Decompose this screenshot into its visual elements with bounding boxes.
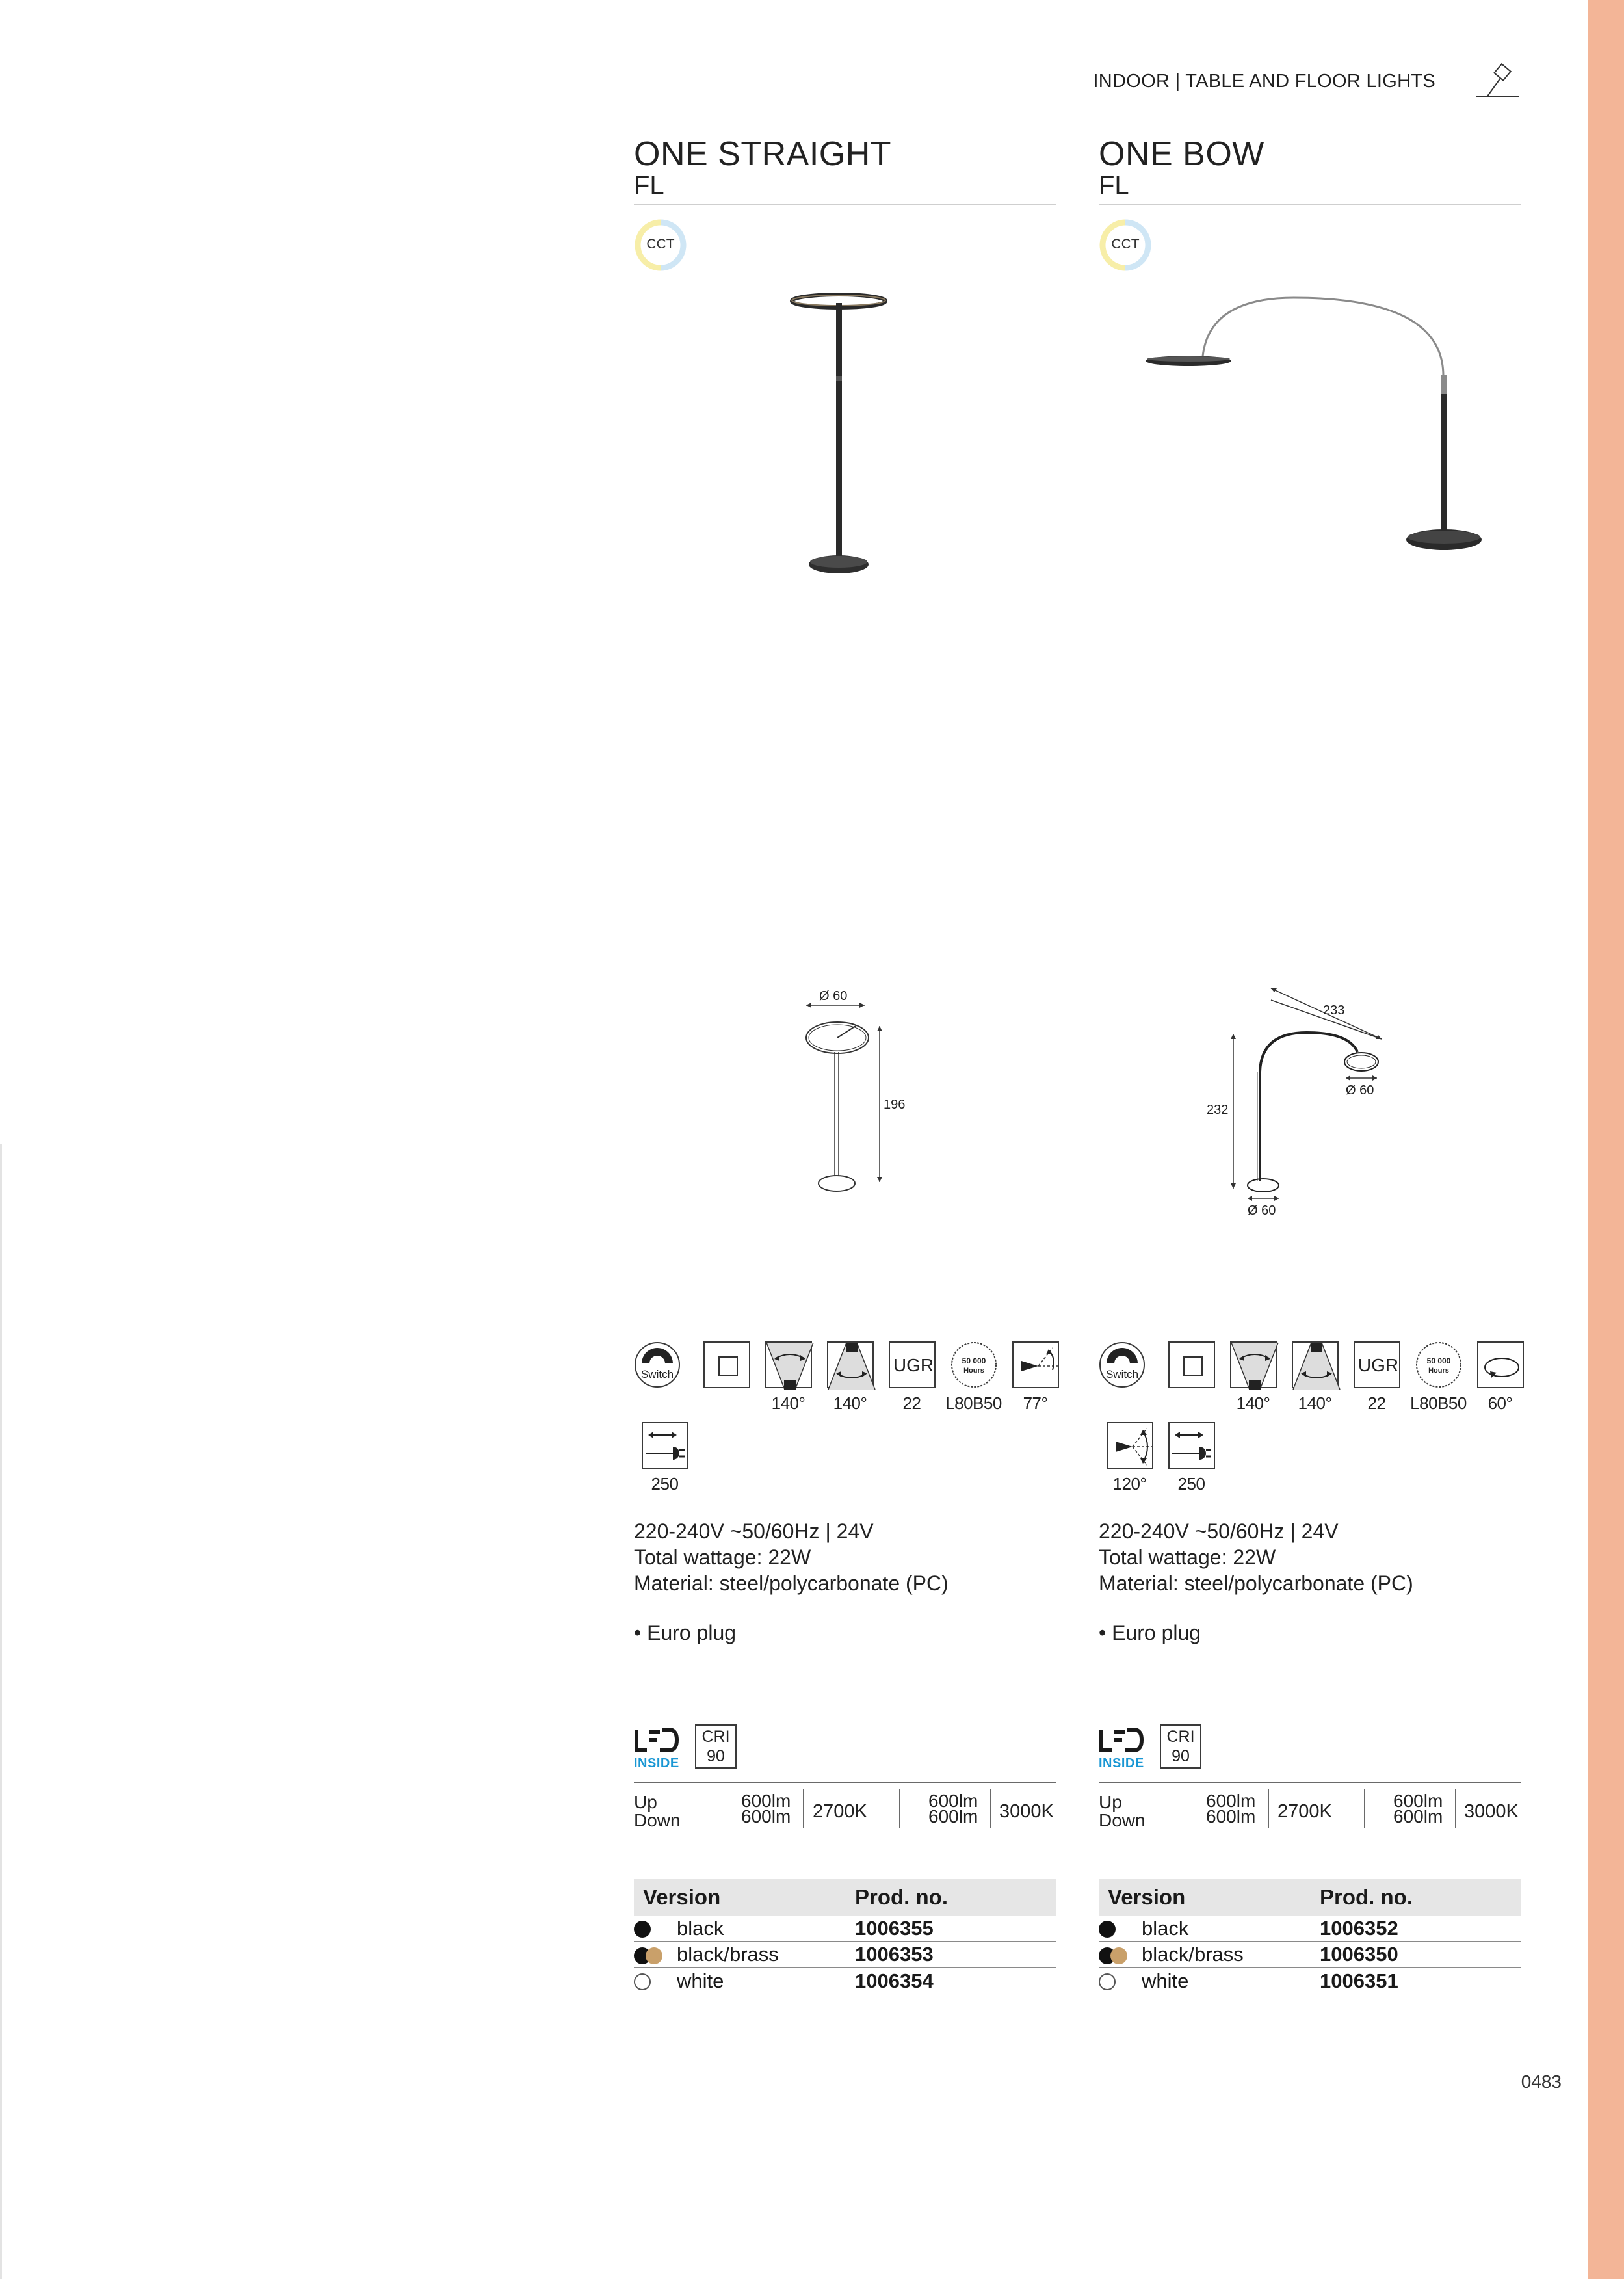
feature-cable-length xyxy=(1160,1422,1222,1494)
lumen-down-label: Down xyxy=(634,1810,681,1830)
led-icon xyxy=(1099,1728,1144,1754)
lumen-group1-values xyxy=(741,1793,791,1825)
cct-label: CCT xyxy=(1111,237,1140,252)
header-prod-no: Prod. no. xyxy=(1320,1879,1521,1916)
lumen-group2-values xyxy=(928,1793,978,1825)
dimension-drawing xyxy=(1099,1000,1521,1260)
feature-label: 140° xyxy=(833,1393,867,1413)
badge-row xyxy=(634,1724,1056,1769)
table-row xyxy=(634,1942,1056,1968)
spec-material: Material: steel/polycarbonate (PC) xyxy=(1099,1572,1413,1595)
spec-wattage: Total wattage: 22W xyxy=(1099,1546,1276,1569)
feature-lifetime xyxy=(943,1341,1004,1413)
title-divider xyxy=(1099,204,1521,205)
version-table xyxy=(634,1879,1056,1994)
lumen-down-label: Down xyxy=(1099,1810,1146,1830)
feature-label: L80B50 xyxy=(945,1393,1002,1413)
version-name: white xyxy=(677,1969,724,1992)
black-swatch-icon xyxy=(1099,1921,1116,1938)
spec-voltage: 220-240V ~50/60Hz | 24V xyxy=(1099,1520,1339,1543)
spec-list xyxy=(1099,1518,1521,1596)
ugr-text: UGR xyxy=(893,1355,934,1375)
feature-bullet: • Euro plug xyxy=(1099,1621,1201,1644)
feature-label: L80B50 xyxy=(1410,1393,1467,1413)
table-row xyxy=(1099,1968,1521,1994)
version-name: black/brass xyxy=(1142,1942,1320,1968)
feature-label: 22 xyxy=(902,1393,921,1413)
feature-label: 140° xyxy=(771,1393,805,1413)
product-subtitle: FL xyxy=(1099,171,1129,200)
product-column-one-bow xyxy=(1099,137,1521,1994)
hours-unit: Hours xyxy=(1428,1367,1449,1375)
page-header xyxy=(1093,65,1520,98)
feature-cable-length xyxy=(634,1422,696,1494)
badge-row xyxy=(1099,1724,1521,1769)
dimension-drawing xyxy=(634,989,1056,1260)
table-header-row xyxy=(1099,1879,1521,1916)
lumen-separator xyxy=(1455,1789,1456,1828)
lumen-table xyxy=(1099,1782,1521,1834)
beam-up-icon xyxy=(1230,1341,1277,1388)
beam-up-icon xyxy=(765,1341,812,1388)
dim-head-diameter: Ø 60 xyxy=(1346,1083,1374,1098)
table-row xyxy=(634,1968,1056,1994)
lifetime-hours-icon xyxy=(1415,1341,1462,1388)
table-header-row xyxy=(634,1879,1056,1916)
product-title: ONE STRAIGHT xyxy=(634,135,892,173)
rotation-icon xyxy=(1477,1341,1524,1388)
feature-label: 22 xyxy=(1367,1393,1386,1413)
table-row xyxy=(1099,1916,1521,1942)
header-version: Version xyxy=(1099,1879,1320,1916)
dim-height: 196 xyxy=(884,1098,906,1112)
feature-protection-class xyxy=(1160,1341,1222,1413)
cri-badge xyxy=(695,1724,737,1769)
feature-label: 77° xyxy=(1023,1393,1048,1413)
hours-unit: Hours xyxy=(963,1367,984,1375)
page-edge-stripe xyxy=(1588,0,1624,2279)
lumen-direction-labels xyxy=(1099,1793,1146,1830)
beam-down-icon xyxy=(827,1341,874,1388)
feature-switch xyxy=(634,1341,696,1413)
cct-label: CCT xyxy=(646,237,675,252)
table-row xyxy=(1099,1942,1521,1968)
lumen-separator xyxy=(1364,1789,1365,1828)
table-row xyxy=(634,1916,1056,1942)
feature-lifetime xyxy=(1408,1341,1469,1413)
ugr-icon xyxy=(1354,1341,1400,1388)
dim-arc: 233 xyxy=(1323,1003,1345,1018)
spec-list xyxy=(634,1518,1056,1596)
dim-diameter: Ø 60 xyxy=(819,989,848,1003)
lumen-value: 600lm xyxy=(741,1791,791,1811)
white-swatch-icon xyxy=(1099,1973,1116,1990)
feature-bullet: • Euro plug xyxy=(634,1621,737,1644)
black-brass-swatch-icon xyxy=(1099,1947,1129,1964)
feature-tilt xyxy=(1004,1341,1066,1413)
led-inside-badge xyxy=(1099,1728,1144,1769)
black-swatch-icon xyxy=(634,1921,651,1938)
lumen-kelvin: 2700K xyxy=(1277,1801,1332,1822)
lumen-kelvin: 2700K xyxy=(813,1801,867,1822)
feature-beam-down xyxy=(1284,1341,1346,1413)
lumen-table xyxy=(634,1782,1056,1834)
switch-text: Switch xyxy=(640,1368,674,1380)
spec-wattage: Total wattage: 22W xyxy=(634,1546,811,1569)
ugr-icon xyxy=(889,1341,936,1388)
lumen-group1-values xyxy=(1206,1793,1255,1825)
version-name: black xyxy=(1142,1916,1320,1942)
led-icon xyxy=(634,1728,679,1754)
protection-class-icon xyxy=(703,1341,750,1388)
feature-label: 60° xyxy=(1487,1393,1513,1413)
prod-number: 1006351 xyxy=(1320,1969,1398,1992)
feature-label: 140° xyxy=(1236,1393,1270,1413)
led-inside-text: INSIDE xyxy=(634,1756,679,1771)
feature-beam-up xyxy=(757,1341,819,1413)
prod-number: 1006350 xyxy=(1320,1942,1521,1968)
version-name: black/brass xyxy=(677,1942,855,1968)
dim-base-diameter: Ø 60 xyxy=(1248,1204,1276,1218)
lumen-value: 600lm xyxy=(1393,1791,1443,1811)
tilt-angle-icon xyxy=(1107,1422,1153,1469)
lumen-separator xyxy=(899,1789,900,1828)
lumen-separator xyxy=(803,1789,804,1828)
version-name: white xyxy=(1142,1969,1189,1992)
spec-material: Material: steel/polycarbonate (PC) xyxy=(634,1572,949,1595)
lumen-value: 600lm xyxy=(928,1806,978,1826)
version-table xyxy=(1099,1879,1521,1994)
section-title: INDOOR | TABLE AND FLOOR LIGHTS xyxy=(1093,70,1435,92)
feature-label: 120° xyxy=(1112,1474,1147,1494)
feature-beam-down xyxy=(819,1341,881,1413)
lifetime-hours-icon xyxy=(950,1341,997,1388)
switch-dimmer-icon xyxy=(634,1341,681,1388)
page-number: 0483 xyxy=(1521,2072,1562,2092)
header-version: Version xyxy=(634,1879,855,1916)
cct-badge xyxy=(634,218,687,272)
lumen-value: 600lm xyxy=(928,1791,978,1811)
product-photo-one-bow xyxy=(1099,272,1521,675)
feature-beam-up xyxy=(1222,1341,1284,1413)
ugr-text: UGR xyxy=(1357,1355,1398,1375)
lumen-separator xyxy=(1268,1789,1269,1828)
feature-tilt xyxy=(1099,1422,1160,1494)
header-prod-no: Prod. no. xyxy=(855,1879,1056,1916)
version-name: black xyxy=(677,1916,855,1942)
cct-badge xyxy=(1099,218,1152,272)
feature-switch xyxy=(1099,1341,1160,1413)
product-photo-one-straight xyxy=(634,272,1056,675)
feature-label: 140° xyxy=(1298,1393,1332,1413)
beam-down-icon xyxy=(1292,1341,1339,1388)
dim-height: 232 xyxy=(1207,1103,1229,1117)
title-divider xyxy=(634,204,1056,205)
lumen-kelvin: 3000K xyxy=(1464,1801,1519,1822)
switch-text: Switch xyxy=(1105,1368,1139,1380)
prod-number: 1006355 xyxy=(855,1916,1056,1942)
feature-ugr xyxy=(881,1341,943,1413)
black-brass-swatch-icon xyxy=(634,1947,664,1964)
lumen-direction-labels xyxy=(634,1793,681,1830)
cable-length-icon xyxy=(642,1422,688,1469)
feature-protection-class xyxy=(696,1341,757,1413)
lumen-value: 600lm xyxy=(1393,1806,1443,1826)
lumen-up-label: Up xyxy=(1099,1792,1122,1812)
lumen-separator xyxy=(990,1789,991,1828)
switch-dimmer-icon xyxy=(1099,1341,1146,1388)
prod-number: 1006353 xyxy=(855,1942,1056,1968)
cri-label: CRI xyxy=(1166,1728,1195,1746)
product-subtitle: FL xyxy=(634,171,664,200)
feature-label: 250 xyxy=(1177,1474,1205,1494)
lumen-value: 600lm xyxy=(1206,1806,1256,1826)
white-swatch-icon xyxy=(634,1973,651,1990)
cri-badge xyxy=(1160,1724,1201,1769)
product-title: ONE BOW xyxy=(1099,135,1264,173)
feature-label: 250 xyxy=(651,1474,679,1494)
feature-icons xyxy=(634,1341,1076,1494)
cable-length-icon xyxy=(1168,1422,1215,1469)
spec-voltage: 220-240V ~50/60Hz | 24V xyxy=(634,1520,874,1543)
protection-class-icon xyxy=(1168,1341,1215,1388)
cri-label: CRI xyxy=(701,1728,730,1746)
lumen-group2-values xyxy=(1393,1793,1443,1825)
lumen-value: 600lm xyxy=(741,1806,791,1826)
feature-icons xyxy=(1099,1341,1541,1494)
tilt-angle-icon xyxy=(1012,1341,1059,1388)
lumen-kelvin: 3000K xyxy=(999,1801,1054,1822)
hours-value: 50 000 xyxy=(962,1356,986,1365)
feature-ugr xyxy=(1346,1341,1408,1413)
product-column-one-straight xyxy=(634,137,1056,1994)
lumen-value: 600lm xyxy=(1206,1791,1256,1811)
cri-value: 90 xyxy=(1172,1747,1190,1765)
prod-number: 1006354 xyxy=(855,1969,934,1992)
hours-value: 50 000 xyxy=(1426,1356,1450,1365)
feature-rotation xyxy=(1469,1341,1531,1413)
cri-value: 90 xyxy=(707,1747,725,1765)
lumen-up-label: Up xyxy=(634,1792,657,1812)
page-left-rule xyxy=(0,1144,2,2279)
led-inside-text: INSIDE xyxy=(1099,1756,1144,1771)
table-lamp-icon xyxy=(1474,64,1520,99)
prod-number: 1006352 xyxy=(1320,1916,1521,1942)
led-inside-badge xyxy=(634,1728,679,1769)
